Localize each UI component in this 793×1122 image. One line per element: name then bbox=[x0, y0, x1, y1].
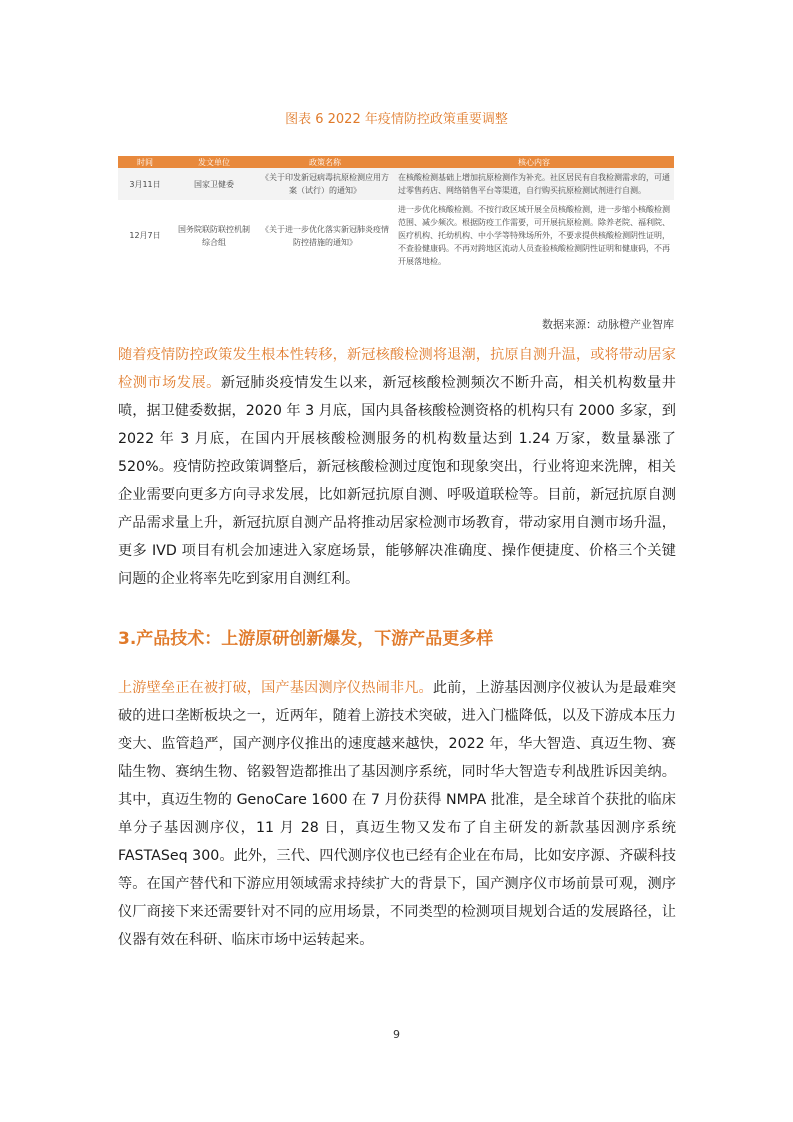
paragraph-technology bbox=[118, 674, 676, 954]
policy-table bbox=[118, 156, 674, 271]
table-row bbox=[118, 168, 674, 200]
data-source: 数据来源：动脉橙产业智库 bbox=[542, 318, 674, 331]
paragraph-body: 此前，上游基因测序仪被认为是最难突破的进口垄断板块之一，近两年，随着上游技术突破，进入门槛降低，以及下游成本压力变大、监管趋严，国产测序仪推出的速度越来越快，2022 年，华大智造、真迈生物、赛陆生物、赛纳生物、铭毅智造都推出了基因测序系统，同时华大智造专利战胜诉因美纳。其中，真迈生物的 GenoCare 1600 在 7 月份获得 NMPA 批准，是全球首个获批的临床单分子基因测序仪，11 月 28 日，真迈生物又发布了自主研发的新款基因测序系统 FASTASeq 300。此外，三代、四代测序仪也已经有企业在布局，比如安序源、齐碳科技等。在国产替代和下游应用领域需求持续扩大的背景下，国产测序仪市场前景可观，测序仪厂商接下来还需要针对不同的应用场景，不同类型的检测项目规划合适的发展路径，让仪器有效在科研、临床市场中运转起来。 bbox=[118, 680, 676, 948]
paragraph-market bbox=[118, 341, 676, 593]
table-row bbox=[118, 200, 674, 271]
cell-policy-name: 《关于进一步优化落实新冠肺炎疫情防控措施的通知》 bbox=[256, 200, 394, 271]
section-heading: 3.产品技术：上游原研创新爆发，下游产品更多样 bbox=[118, 629, 494, 649]
cell-time: 3月11日 bbox=[118, 168, 172, 200]
paragraph-body: 新冠肺炎疫情发生以来，新冠核酸检测频次不断升高，相关机构数量井喷，据卫健委数据，2020 年 3 月底，国内具备核酸检测资格的机构只有 2000 多家，到 2022 年 3 月底，在国内开展核酸检测服务的机构数量达到 1.24 万家，数量暴涨了 520%。疫情防控政策调整后，新冠核酸检测过度饱和现象突出，行业将迎来洗牌，相关企业需要向更多方向寻求发展，比如新冠抗原自测、呼吸道联检等。目前，新冠抗原自测产品需求量上升，新冠抗原自测产品将推动居家检测市场教育，带动家用自测市场升温，更多 IVD 项目有机会加速进入家庭场景，能够解决准确度、操作便捷度、价格三个关键问题的企业将率先吃到家用自测红利。 bbox=[118, 375, 676, 587]
cell-core-content: 在核酸检测基础上增加抗原检测作为补充。社区居民有自我检测需求的，可通过零售药店、网络销售平台等渠道，自行购买抗原检测试剂进行自测。 bbox=[394, 168, 674, 200]
figure-title: 图表 6 2022 年疫情防控政策重要调整 bbox=[285, 112, 508, 127]
paragraph-highlight: 上游壁垒正在被打破，国产基因测序仪热闹非凡。 bbox=[118, 680, 433, 696]
cell-unit: 国家卫健委 bbox=[172, 168, 256, 200]
cell-core-content: 进一步优化核酸检测。不按行政区域开展全员核酸检测，进一步缩小核酸检测范围、减少频次。根据防疫工作需要，可开展抗原检测。除养老院、福利院、医疗机构、托幼机构、中小学等特殊场所外，不要求提供核酸检测阴性证明，不查验健康码。不再对跨地区流动人员查验核酸检测阴性证明和健康码，不再开展落地检。 bbox=[394, 200, 674, 271]
table-header-row bbox=[118, 156, 674, 168]
page-number: 9 bbox=[393, 1028, 400, 1041]
header-time: 时间 bbox=[118, 156, 172, 168]
header-core-content: 核心内容 bbox=[394, 156, 674, 168]
paragraph-highlight: 随着疫情防控政策发生根本性转移，新冠核酸检测将退潮，抗原自测升温，或将带动居家检测市场发展。 bbox=[118, 347, 676, 391]
cell-unit: 国务院联防联控机制综合组 bbox=[172, 200, 256, 271]
cell-policy-name: 《关于印发新冠病毒抗原检测应用方案（试行）的通知》 bbox=[256, 168, 394, 200]
header-unit: 发文单位 bbox=[172, 156, 256, 168]
header-policy-name: 政策名称 bbox=[256, 156, 394, 168]
cell-time: 12月7日 bbox=[118, 200, 172, 271]
